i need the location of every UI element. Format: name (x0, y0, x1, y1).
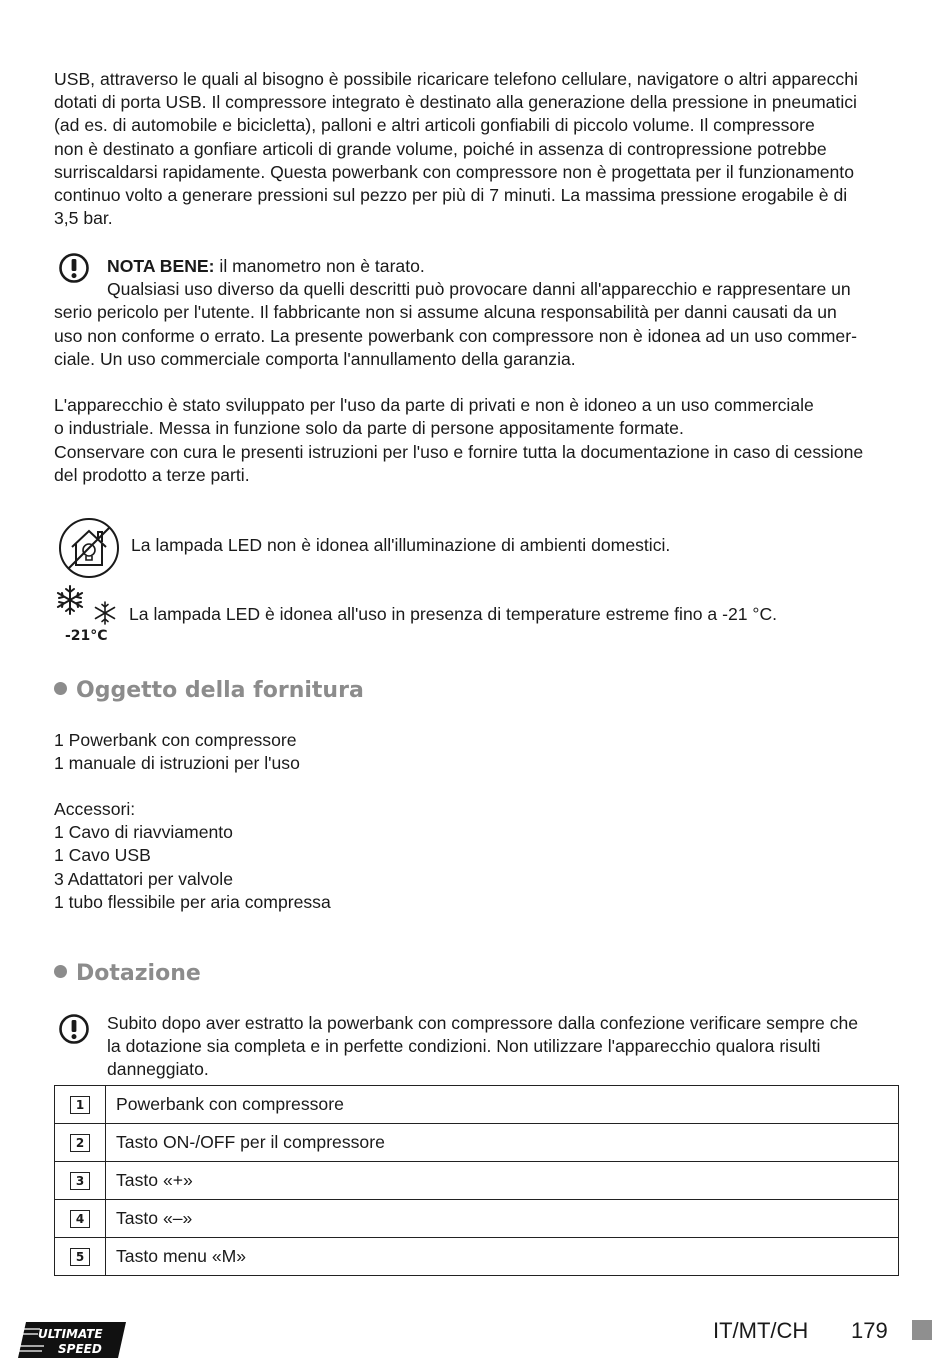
table-row (55, 1238, 899, 1276)
logo-line2: SPEED (58, 1342, 102, 1356)
part-label: Tasto «+» (106, 1162, 899, 1200)
list-item: 1 tubo flessibile per aria compressa (54, 891, 331, 912)
part-number: 3 (70, 1172, 90, 1190)
temp-label: -21°C (65, 628, 108, 642)
intro-line: USB, attraverso le quali al bisogno è possibile ricaricare telefono cellulare, navigatore o altri apparecchi (54, 69, 858, 89)
part-number: 4 (70, 1210, 90, 1228)
intro-line: dotati di porta USB. Il compressore integrato è destinato alla generazione della pressione in pneumatici (54, 92, 857, 113)
accessories-list (54, 798, 900, 914)
part-number-cell (55, 1200, 106, 1238)
part-number-cell (55, 1086, 106, 1124)
footer-marker-square (912, 1320, 932, 1340)
list-item: 1 Cavo USB (54, 845, 151, 866)
bullet-dot-icon (54, 682, 67, 695)
no-household-lamp-icon (58, 517, 120, 579)
intro-line: 3,5 bar. (54, 208, 113, 229)
part-label: Tasto menu «M» (106, 1238, 899, 1276)
led-not-household-text: La lampada LED non è idonea all'illuminazione di ambienti domestici. (131, 535, 671, 555)
intro-line: (ad es. di automobile e bicicletta), palloni e altri articoli gonfiabili di piccolo volume. Il compressore (54, 115, 815, 136)
snowflake-icon (54, 584, 120, 642)
note-line: ciale. Un uso commerciale comporta l'annullamento della garanzia. (54, 348, 576, 369)
storage-paragraph (54, 441, 900, 487)
part-label: Tasto «–» (106, 1200, 899, 1238)
section-title: Dotazione (76, 961, 201, 986)
note-line: la dotazione sia completa e in perfette condizioni. Non utilizzare l'apparecchio qualora risulti (107, 1036, 821, 1057)
part-label: Tasto ON-/OFF per il compressore (106, 1124, 899, 1162)
section-title: Oggetto della fornitura (76, 678, 364, 703)
footer-language-codes: IT/MT/CH (713, 1318, 809, 1343)
note-line: uso non conforme o errato. La presente powerbank con compressore non è idonea ad un uso commer- (54, 325, 857, 346)
usage-line: o industriale. Messa in funzione solo da parte di persone appositamente formate. (54, 418, 684, 439)
logo-line1: ULTIMATE (38, 1327, 103, 1341)
section-heading-fornitura (54, 677, 364, 705)
note-line: Subito dopo aver estratto la powerbank con compressore dalla confezione verificare sempre che (107, 1013, 859, 1033)
section-heading-dotazione (54, 960, 201, 988)
table-row (55, 1124, 899, 1162)
storage-line: Conservare con cura le presenti istruzioni per l'uso e fornire tutta la documentazione in caso di cessione (54, 442, 864, 462)
note-bene-block (54, 255, 900, 371)
intro-line: surriscaldarsi rapidamente. Questa powerbank con compressore non è progettata per il funzionamento (54, 161, 854, 182)
part-number: 2 (70, 1134, 90, 1152)
note-bene-first-line (54, 255, 900, 278)
bullet-dot-icon (54, 965, 67, 978)
table-row (55, 1162, 899, 1200)
intro-paragraph (54, 68, 900, 230)
part-label: Powerbank con compressore (106, 1086, 899, 1124)
led-extreme-temp-text: La lampada LED è idonea all'uso in presenza di temperature estreme fino a -21 °C. (129, 604, 778, 624)
part-number-cell (55, 1162, 106, 1200)
dotazione-note (107, 1012, 899, 1082)
list-item: 1 Cavo di riavviamento (54, 822, 233, 843)
list-item: 1 Powerbank con compressore (54, 730, 297, 750)
list-item: 1 manuale di istruzioni per l'uso (54, 753, 300, 774)
warning-exclamation-icon (58, 1013, 90, 1045)
part-number-cell (55, 1238, 106, 1276)
note-line: serio pericolo per l'utente. Il fabbricante non si assume alcuna responsabilità per danni causati da un (54, 302, 837, 323)
ultimate-speed-logo (18, 1322, 126, 1358)
usage-paragraph (54, 394, 900, 440)
storage-line: del prodotto a terze parti. (54, 465, 250, 486)
table-row (55, 1086, 899, 1124)
supply-list (54, 729, 900, 775)
page-number: 179 (851, 1318, 888, 1343)
note-bene-label: NOTA BENE: (107, 256, 215, 276)
intro-line: non è destinato a gonfiare articoli di grande volume, poiché in assenza di contropressione potrebbe (54, 138, 827, 159)
note-bene-text: il manometro non è tarato. (214, 256, 425, 276)
accessories-label: Accessori: (54, 799, 136, 819)
usage-line: L'apparecchio è stato sviluppato per l'uso da parte di privati e non è idoneo a un uso commerciale (54, 395, 814, 415)
parts-table (54, 1085, 899, 1276)
part-number: 5 (70, 1248, 90, 1266)
table-row (55, 1200, 899, 1238)
intro-line: continuo volto a generare pressioni sul pezzo per più di 7 minuti. La massima pressione erogabile è di (54, 185, 848, 206)
part-number: 1 (70, 1096, 90, 1114)
note-line: danneggiato. (107, 1059, 209, 1080)
note-line: Qualsiasi uso diverso da quelli descritti può provocare danni all'apparecchio e rappresentare un (107, 279, 851, 300)
list-item: 3 Adattatori per valvole (54, 868, 233, 889)
part-number-cell (55, 1124, 106, 1162)
